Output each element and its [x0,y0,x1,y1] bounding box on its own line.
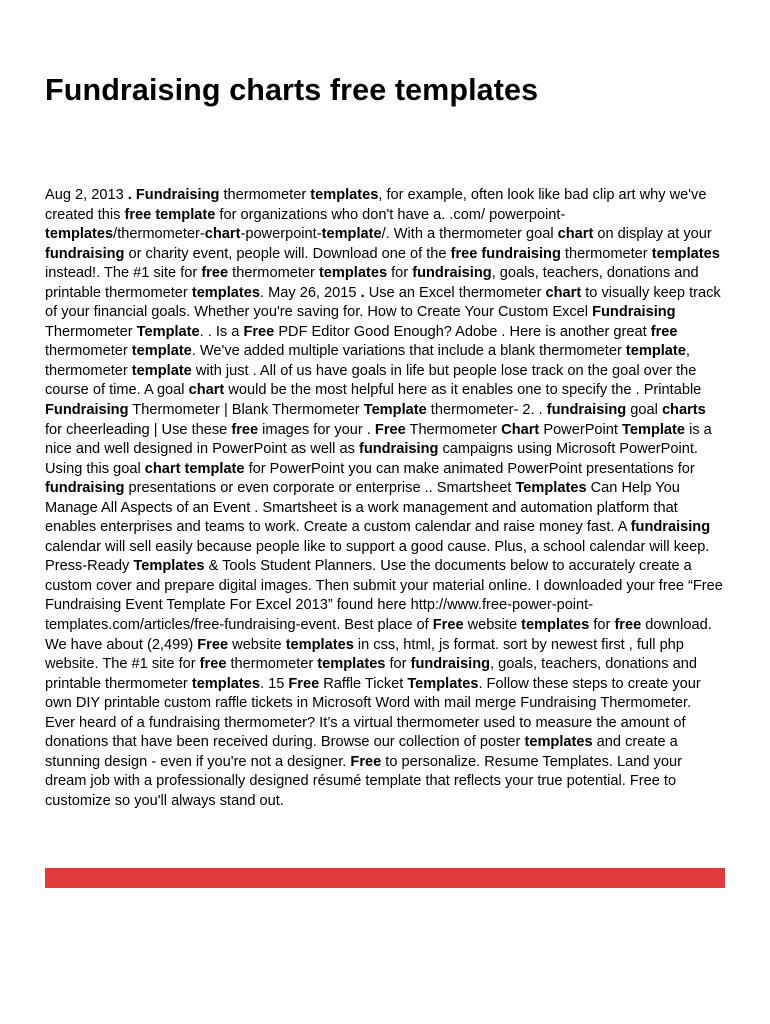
text-run: , goals, teachers, donations and printable thermometer [45,656,697,692]
highlighted-keyword: Template [136,323,200,340]
text-run: images for your . [258,421,375,438]
text-run: for organizations who don't have a. .com/ powerpoint- [215,206,566,223]
highlighted-keyword: template [131,362,192,379]
text-run: . . Is a [199,323,244,340]
highlighted-keyword: templates [524,734,593,751]
text-run: to visually keep track of your financial goals. Whether you're saving for. How to Create Your Custom Excel [45,284,721,321]
text-run: Use an Excel thermometer [364,284,546,301]
highlighted-keyword: free fundraising [450,245,561,262]
highlighted-keyword: free [650,323,678,340]
highlighted-keyword: templates [318,265,388,282]
text-run: thermometer [226,656,318,673]
highlighted-keyword: templates [285,636,354,653]
highlighted-keyword: fundraising [45,245,125,262]
highlighted-keyword: templates [191,675,260,692]
highlighted-keyword: Templates [515,480,587,497]
text-run: Aug 2, 2013 [45,187,128,203]
highlighted-keyword: Templates [407,675,479,692]
highlighted-keyword: free [614,617,642,634]
highlighted-keyword: . Fundraising [127,187,220,203]
text-run: Raffle Ticket [319,675,408,692]
text-run: for [387,265,413,282]
highlighted-keyword: chart [188,382,225,399]
text-run: website [463,617,522,634]
highlighted-keyword: Free [197,636,229,653]
highlighted-keyword: chart template [144,460,245,477]
highlighted-keyword: Free [243,323,275,340]
highlighted-keyword: Free [288,675,320,692]
text-run: , for example, often look like bad clip art why we've created this [45,187,707,223]
highlighted-keyword: free [199,656,227,673]
text-run: for [385,656,411,673]
highlighted-keyword: Fundraising [45,402,129,419]
text-run: calendar will sell easily because people like to support a good cause. Plus, a school calendar will keep. Press-Ready [45,538,710,575]
highlighted-keyword: templates [191,284,260,301]
text-run: thermometer [219,187,311,203]
text-run: Can Help You Manage All Aspects of an Event . Smartsheet is a work management and automation platform that enables enterprises and teams to work. Create a custom calendar and raise money fast. A [45,480,680,536]
text-run: Thermometer [45,323,137,340]
text-run: on display at your [593,226,712,243]
highlighted-keyword: Template [363,402,427,419]
text-run: is a nice and well designed in PowerPoint as well as [45,421,712,458]
accent-divider-bar [45,868,725,888]
highlighted-keyword: charts [661,402,706,419]
highlighted-keyword: templates [651,245,720,262]
highlighted-keyword: chart [557,226,594,243]
highlighted-keyword: Template [622,421,686,438]
highlighted-keyword: chart [545,284,582,301]
highlighted-keyword: . [360,284,365,301]
text-run: . Follow these steps to create your own DIY printable custom raffle tickets in Microsoft Word with mail merge Fundraising Thermometer. Ever heard of a fundraising thermometer? It’s a virtual thermometer used to measure the amount of donations that have been received during. Browse our collection of poster [45,675,701,751]
text-run: thermometer [228,265,319,282]
page-title: Fundraising charts free templates [45,73,539,107]
text-run: thermometer [560,245,652,262]
text-run: website [228,636,286,653]
text-run: download. We have about (2,499) [45,617,712,653]
highlighted-keyword: Free [432,617,464,634]
highlighted-keyword: Chart [501,421,540,438]
text-run: . We've added multiple variations that include a blank thermometer [191,343,626,360]
text-run: PowerPoint [539,421,623,438]
highlighted-keyword: Free [374,421,406,438]
text-run: with just . All of us have goals in life but people lose track on the goal over the course of time. A goal [45,362,697,399]
text-run: campaigns using Microsoft PowerPoint. Using this goal [45,441,698,477]
highlighted-keyword: Free [350,753,382,770]
highlighted-keyword: fundraising [630,519,711,536]
highlighted-keyword: free [231,421,259,438]
text-run: /. With a thermometer goal [381,226,558,243]
body-paragraph [45,186,725,812]
highlighted-keyword: templates [317,656,386,673]
text-run: PDF Editor Good Enough? Adobe . Here is another great [274,323,651,340]
highlighted-keyword: fundraising [412,265,492,282]
text-run: , thermometer [45,343,690,379]
highlighted-keyword: template [131,343,192,360]
text-run: /thermometer- [113,226,205,243]
text-run: -powerpoint- [240,226,322,243]
text-run: presentations or even corporate or enterprise .. Smartsheet [124,480,516,497]
highlighted-keyword: fundraising [410,656,491,673]
text-run: in css, html, js format. sort by newest first , full php website. The #1 site for [45,636,684,673]
text-run: and create a stunning design - even if you're not a designer. [45,734,678,770]
highlighted-keyword: templates [521,617,590,634]
text-run: for PowerPoint you can make animated PowerPoint presentations for [244,460,695,477]
text-run: Thermometer [405,421,502,438]
highlighted-keyword: Fundraising [592,304,676,321]
highlighted-keyword: templates [310,187,379,203]
highlighted-keyword: free template [124,206,216,223]
highlighted-keyword: templates [45,226,114,243]
highlighted-keyword: fundraising [358,441,439,458]
text-run: , goals, teachers, donations and printable thermometer [45,265,699,301]
text-run: or charity event, people will. Download one of the [124,245,451,262]
text-run: & Tools Student Planners. Use the documents below to accurately create a custom cover and prepare digital images. Then submit your material online. I downloaded your free “Free Fundraising Event Template For Excel 2013” found here http://www.free-power-point-templates.com/articles/free-fundraising-event. Best place of [45,558,723,634]
highlighted-keyword: Templates [133,558,205,575]
text-run: instead!. The #1 site for [45,265,202,282]
text-run: for [589,617,615,634]
text-run: thermometer [45,343,132,360]
text-run: Thermometer | Blank Thermometer [128,402,364,419]
highlighted-keyword: template [321,226,382,243]
text-run: . May 26, 2015 [259,284,361,301]
text-run: thermometer- 2. . [426,402,547,419]
text-run: . 15 [259,675,289,692]
highlighted-keyword: free [201,265,229,282]
text-run: for cheerleading | Use these [45,421,232,438]
text-run: goal [626,402,662,419]
text-run: to personalize. Resume Templates. Land your dream job with a professionally designed résumé template that reflects your true potential. Free to customize so you'll always stand out. [45,753,682,809]
highlighted-keyword: template [625,343,686,360]
text-run: would be the most helpful here as it enables one to specify the . Printable [224,382,702,399]
highlighted-keyword: fundraising [546,402,627,419]
highlighted-keyword: fundraising [45,480,125,497]
highlighted-keyword: chart [204,226,241,243]
